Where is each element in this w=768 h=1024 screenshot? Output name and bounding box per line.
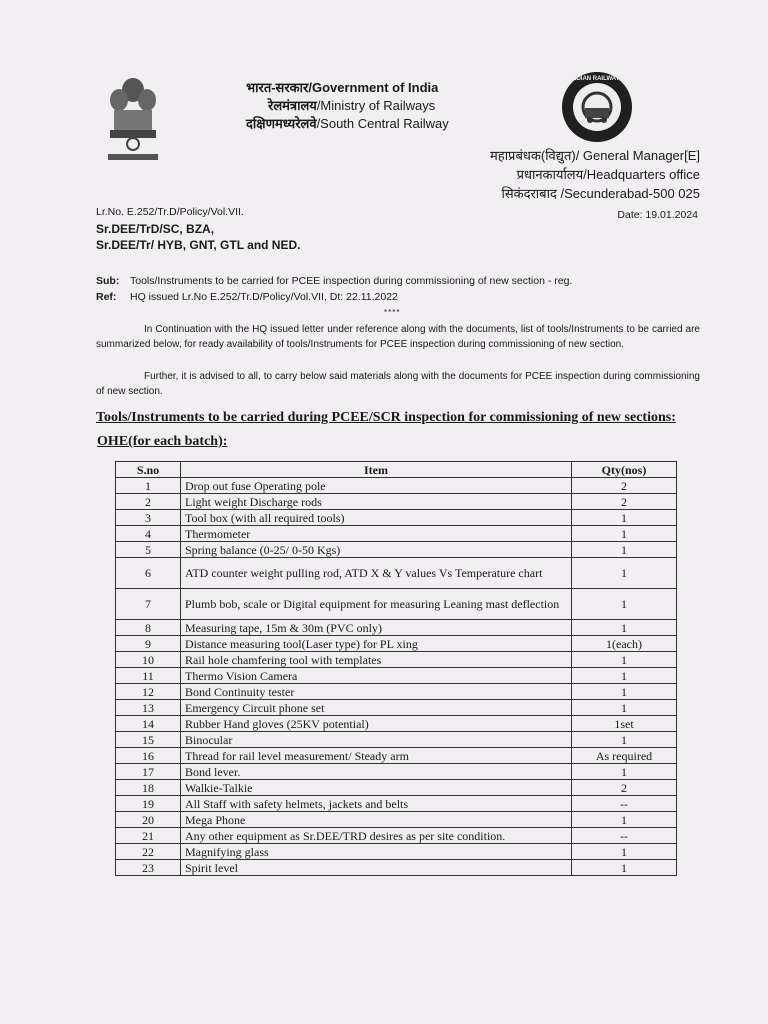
cell-qty: -- (572, 828, 677, 844)
cell-item: Rubber Hand gloves (25KV potential) (181, 716, 572, 732)
table-row (116, 620, 677, 636)
table-row (116, 510, 677, 526)
paragraph-2: Further, it is advised to all, to carry below said materials along with the documents for PCEE inspection during commissioning of new section. (96, 371, 700, 397)
table-row (116, 844, 677, 860)
cell-sno: 9 (116, 636, 181, 652)
table-row (116, 732, 677, 748)
tools-table (115, 461, 677, 876)
header-hindi-3: दक्षिणमध्यरेलवे (246, 116, 317, 131)
cell-sno: 21 (116, 828, 181, 844)
subject-text: Tools/Instruments to be carried for PCEE inspection during commissioning of new section - reg. (130, 275, 573, 287)
header-item: Item (181, 462, 572, 478)
reference-text: HQ issued Lr.No E.252/Tr.D/Policy/Vol.VII, Dt: 22.11.2022 (130, 291, 398, 303)
table-row (116, 526, 677, 542)
cell-qty: 1 (572, 542, 677, 558)
cell-qty: 1set (572, 716, 677, 732)
addressee-1: Sr.DEE/TrD/SC, BZA, (96, 222, 215, 236)
cell-sno: 12 (116, 684, 181, 700)
cell-sno: 13 (116, 700, 181, 716)
cell-item: All Staff with safety helmets, jackets and belts (181, 796, 572, 812)
table-row (116, 652, 677, 668)
cell-item: Magnifying glass (181, 844, 572, 860)
cell-qty: 1 (572, 844, 677, 860)
header-english-3: /South Central Railway (316, 116, 449, 131)
logo-text: INDIAN RAILWAYS (570, 76, 624, 82)
header-line-1 (246, 78, 438, 96)
cell-item: Bond Continuity tester (181, 684, 572, 700)
letter-date: Date: 19.01.2024 (617, 209, 698, 221)
cell-qty: -- (572, 796, 677, 812)
cell-item: Thermometer (181, 526, 572, 542)
cell-qty: 1 (572, 700, 677, 716)
cell-qty: 1 (572, 732, 677, 748)
cell-item: ATD counter weight pulling rod, ATD X & Y values Vs Temperature chart (181, 558, 572, 589)
header-line-3 (246, 114, 449, 132)
cell-sno: 6 (116, 558, 181, 589)
cell-item: Plumb bob, scale or Digital equipment for measuring Leaning mast deflection (181, 589, 572, 620)
reference-label: Ref: (96, 291, 117, 303)
letter-ref-no: Lr.No. E.252/Tr.D/Policy/Vol.VII. (96, 206, 244, 218)
cell-qty: 2 (572, 478, 677, 494)
cell-sno: 5 (116, 542, 181, 558)
table-row (116, 716, 677, 732)
header-hindi-2: रेलमंत्रालय (268, 98, 317, 113)
cell-item: Mega Phone (181, 812, 572, 828)
header-english-1: /Government of India (308, 80, 439, 95)
table-row (116, 668, 677, 684)
cell-sno: 15 (116, 732, 181, 748)
table-row (116, 542, 677, 558)
cell-item: Binocular (181, 732, 572, 748)
cell-qty: 1 (572, 620, 677, 636)
table-row (116, 589, 677, 620)
table-row (116, 780, 677, 796)
cell-qty: 2 (572, 780, 677, 796)
cell-item: Light weight Discharge rods (181, 494, 572, 510)
cell-item: Spring balance (0-25/ 0-50 Kgs) (181, 542, 572, 558)
cell-sno: 23 (116, 860, 181, 876)
header-right-2: प्रधानकार्यालय/Headquarters office (516, 167, 700, 182)
cell-item: Bond lever. (181, 764, 572, 780)
cell-item: Distance measuring tool(Laser type) for PL xing (181, 636, 572, 652)
subject-line (96, 275, 572, 287)
table-row (116, 558, 677, 589)
cell-sno: 10 (116, 652, 181, 668)
reference-line (96, 291, 398, 303)
cell-sno: 17 (116, 764, 181, 780)
cell-sno: 14 (116, 716, 181, 732)
cell-qty: 1 (572, 684, 677, 700)
table-header-row (116, 462, 677, 478)
header-line-2 (268, 96, 435, 114)
separator-stars: **** (384, 308, 401, 317)
header-right-3: सिकंदराबाद /Secunderabad-500 025 (501, 186, 700, 201)
table-row (116, 684, 677, 700)
cell-item: Walkie-Talkie (181, 780, 572, 796)
cell-item: Tool box (with all required tools) (181, 510, 572, 526)
table-row (116, 764, 677, 780)
subsection-title: OHE(for each batch): (97, 434, 228, 449)
cell-item: Emergency Circuit phone set (181, 700, 572, 716)
table-row (116, 478, 677, 494)
addressee-2: Sr.DEE/Tr/ HYB, GNT, GTL and NED. (96, 238, 301, 252)
table-row (116, 748, 677, 764)
table-row (116, 494, 677, 510)
cell-item: Measuring tape, 15m & 30m (PVC only) (181, 620, 572, 636)
section-title: Tools/Instruments to be carried during PCEE/SCR inspection for commissioning of new sections: (96, 410, 676, 425)
paragraph-1: In Continuation with the HQ issued letter under reference along with the documents, list of tools/Instruments to be carried are summarized below, for ready availability of tools/Instruments for PCEE inspection during commissioning of new section. (96, 324, 700, 350)
table-row (116, 860, 677, 876)
cell-qty: 1 (572, 812, 677, 828)
cell-item: Drop out fuse Operating pole (181, 478, 572, 494)
cell-sno: 3 (116, 510, 181, 526)
header-right-1: महाप्रबंधक(विद्युत)/ General Manager[E] (490, 148, 700, 163)
table-row (116, 796, 677, 812)
table-row (116, 828, 677, 844)
cell-sno: 22 (116, 844, 181, 860)
cell-item: Thermo Vision Camera (181, 668, 572, 684)
table-row (116, 812, 677, 828)
header-qty: Qty(nos) (572, 462, 677, 478)
cell-qty: 1(each) (572, 636, 677, 652)
cell-qty: As required (572, 748, 677, 764)
cell-sno: 18 (116, 780, 181, 796)
cell-item: Thread for rail level measurement/ Steady arm (181, 748, 572, 764)
cell-sno: 8 (116, 620, 181, 636)
cell-item: Rail hole chamfering tool with templates (181, 652, 572, 668)
cell-qty: 1 (572, 860, 677, 876)
cell-qty: 1 (572, 526, 677, 542)
cell-sno: 7 (116, 589, 181, 620)
cell-qty: 2 (572, 494, 677, 510)
cell-sno: 16 (116, 748, 181, 764)
cell-sno: 1 (116, 478, 181, 494)
cell-sno: 20 (116, 812, 181, 828)
indian-railways-logo-icon (560, 70, 634, 144)
cell-sno: 4 (116, 526, 181, 542)
cell-qty: 1 (572, 589, 677, 620)
cell-qty: 1 (572, 652, 677, 668)
cell-item: Spirit level (181, 860, 572, 876)
subject-label: Sub: (96, 275, 120, 287)
national-emblem-icon (104, 72, 162, 162)
table-row (116, 700, 677, 716)
cell-sno: 19 (116, 796, 181, 812)
header-english-2: /Ministry of Railways (316, 98, 436, 113)
cell-item: Any other equipment as Sr.DEE/TRD desires as per site condition. (181, 828, 572, 844)
cell-qty: 1 (572, 558, 677, 589)
cell-qty: 1 (572, 510, 677, 526)
table-row (116, 636, 677, 652)
cell-sno: 11 (116, 668, 181, 684)
cell-qty: 1 (572, 668, 677, 684)
header-hindi-1: भारत-सरकार (246, 80, 309, 95)
cell-sno: 2 (116, 494, 181, 510)
header-sno: S.no (116, 462, 181, 478)
cell-qty: 1 (572, 764, 677, 780)
